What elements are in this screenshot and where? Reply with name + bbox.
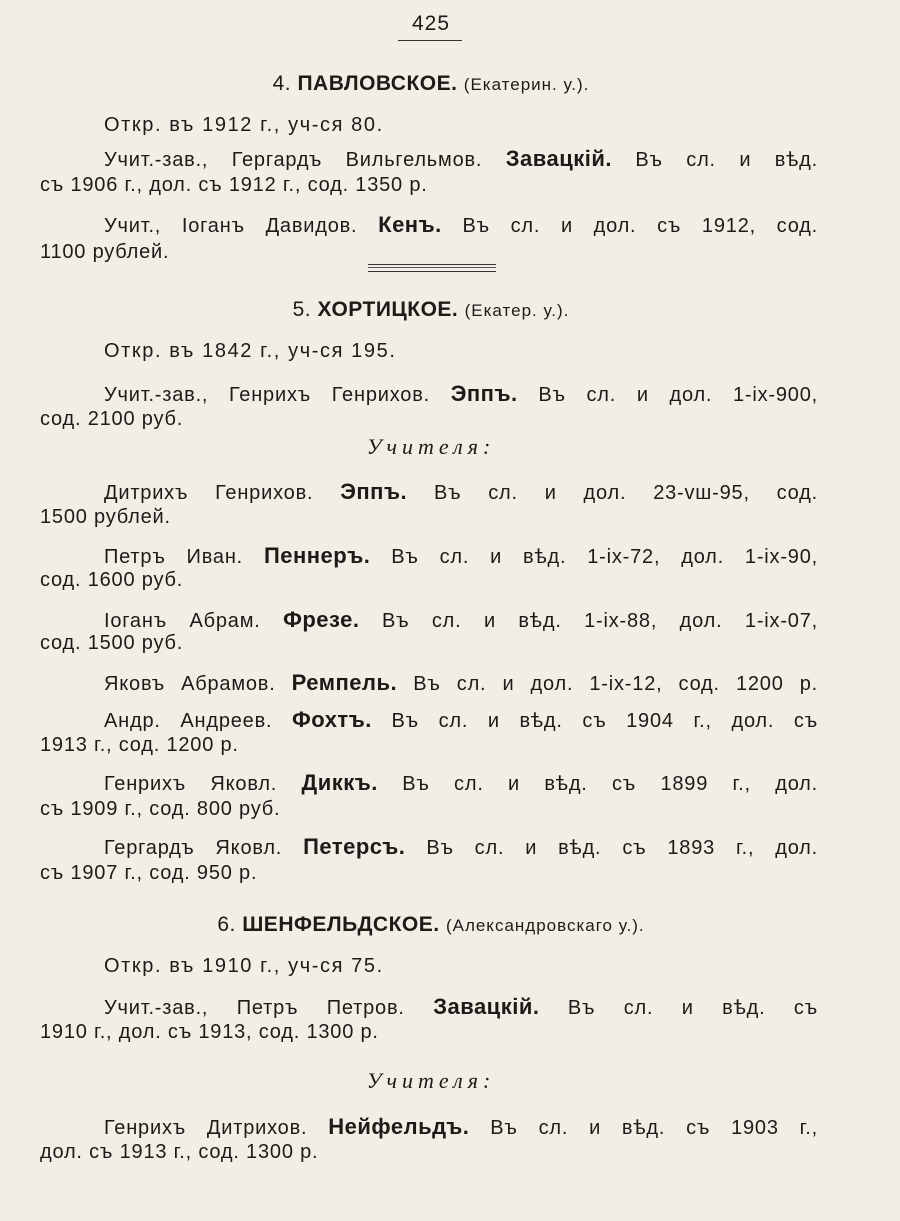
surname: Эппъ. — [340, 479, 408, 504]
teacher-entry-line1: Яковъ Абрамов. Ремпель. Въ сл. и дол. 1-ix-12, сод. 1200 р. — [104, 670, 819, 695]
section-6-district: (Александровскаго у.). — [445, 916, 645, 935]
section-divider — [368, 264, 496, 272]
surname: Диккъ. — [301, 770, 378, 795]
surname: Завацкій. — [505, 146, 612, 171]
section-4-heading — [0, 72, 862, 96]
teacher-entry-line2: сод. 1500 руб. — [40, 632, 184, 654]
section-4-teacher-line2: 1100 рублей. — [40, 241, 170, 263]
section-5-teachers-heading: Учителя: — [366, 434, 496, 459]
surname: Завацкій. — [433, 994, 540, 1019]
section-5-number: 5. — [292, 298, 312, 321]
section-5-head-line2: сод. 2100 руб. — [40, 408, 184, 430]
surname: Петерсъ. — [303, 834, 406, 859]
section-5-district: (Екатер. у.). — [464, 301, 570, 320]
section-6-number: 6. — [217, 913, 236, 936]
surname: Нейфельдъ. — [328, 1114, 470, 1139]
surname: Эппъ. — [450, 381, 518, 406]
surname: Фохтъ. — [292, 707, 372, 732]
section-4-number: 4. — [272, 72, 292, 95]
teacher-entry-line1: Петръ Иван. Пеннеръ. Въ сл. и вѣд. 1-ix-72, дол. 1-ix-90, — [104, 543, 819, 568]
section-4-opened: Откр. въ 1912 г., уч-ся 80. — [104, 114, 384, 136]
teacher-entry-line2: съ 1909 г., сод. 800 руб. — [40, 798, 281, 820]
section-6-teacher-line2: дол. съ 1913 г., сод. 1300 р. — [40, 1141, 319, 1163]
section-5-head-line1: Учит.-зав., Генрихъ Генрихов. Эппъ. Въ сл. и дол. 1-ix-900, — [104, 381, 818, 406]
surname: Кенъ. — [378, 212, 442, 237]
page-number-rule — [398, 40, 462, 41]
teacher-entry-line2: съ 1907 г., сод. 950 р. — [40, 862, 258, 884]
section-4-head-line2: съ 1906 г., дол. съ 1912 г., сод. 1350 р. — [40, 174, 428, 196]
teacher-entry-line1: Дитрихъ Генрихов. Эппъ. Въ сл. и дол. 23-vш-95, сод. — [104, 479, 818, 504]
teacher-entry-line2: 1913 г., сод. 1200 р. — [40, 734, 239, 756]
section-6-heading — [0, 913, 862, 937]
section-5-opened: Откр. въ 1842 г., уч-ся 195. — [104, 340, 397, 362]
section-4-district: (Екатерин. у.). — [463, 75, 590, 94]
teacher-entry-line1: Гергардъ Яковл. Петерсъ. Въ сл. и вѣд. съ 1893 г., дол. — [104, 834, 819, 859]
section-6-name: ШЕНФЕЛЬДСКОЕ. — [242, 913, 440, 936]
surname: Фрезе. — [283, 607, 360, 632]
teacher-entry-line1: Іоганъ Абрам. Фрезе. Въ сл. и вѣд. 1-ix-88, дол. 1-ix-07, — [104, 607, 818, 632]
teacher-entry-line2: сод. 1600 руб. — [40, 569, 184, 591]
surname: Пеннеръ. — [263, 543, 371, 568]
section-4-teacher-line1: Учит., Іоганъ Давидов. Кенъ. Въ сл. и дол. съ 1912, сод. — [104, 212, 819, 237]
section-6-head-line1: Учит.-зав., Петръ Петров. Завацкій. Въ сл. и вѣд. съ — [104, 994, 819, 1019]
teacher-entry-line2: 1500 рублей. — [40, 506, 171, 528]
section-6-head-line2: 1910 г., дол. съ 1913, сод. 1300 р. — [40, 1021, 379, 1043]
teacher-entry-line1: Андр. Андреев. Фохтъ. Въ сл. и вѣд. съ 1904 г., дол. съ — [104, 707, 818, 732]
section-6-teachers-heading: Учителя: — [366, 1068, 496, 1093]
section-6-opened: Откр. въ 1910 г., уч-ся 75. — [104, 955, 384, 977]
section-4-name: ПАВЛОВСКОЕ. — [297, 72, 458, 95]
section-5-name: ХОРТИЦКОЕ. — [317, 298, 459, 321]
teacher-entry-line1: Генрихъ Яковл. Диккъ. Въ сл. и вѣд. съ 1899 г., дол. — [104, 770, 819, 795]
section-6-teacher-line1: Генрихъ Дитрихов. Нейфельдъ. Въ сл. и вѣд. съ 1903 г., — [104, 1114, 818, 1139]
surname: Ремпель. — [291, 670, 398, 695]
page-number: 425 — [411, 12, 451, 35]
section-5-heading — [0, 298, 862, 322]
section-4-head-line1: Учит.-зав., Гергардъ Вильгельмов. Завацкій. Въ сл. и вѣд. — [104, 146, 819, 171]
